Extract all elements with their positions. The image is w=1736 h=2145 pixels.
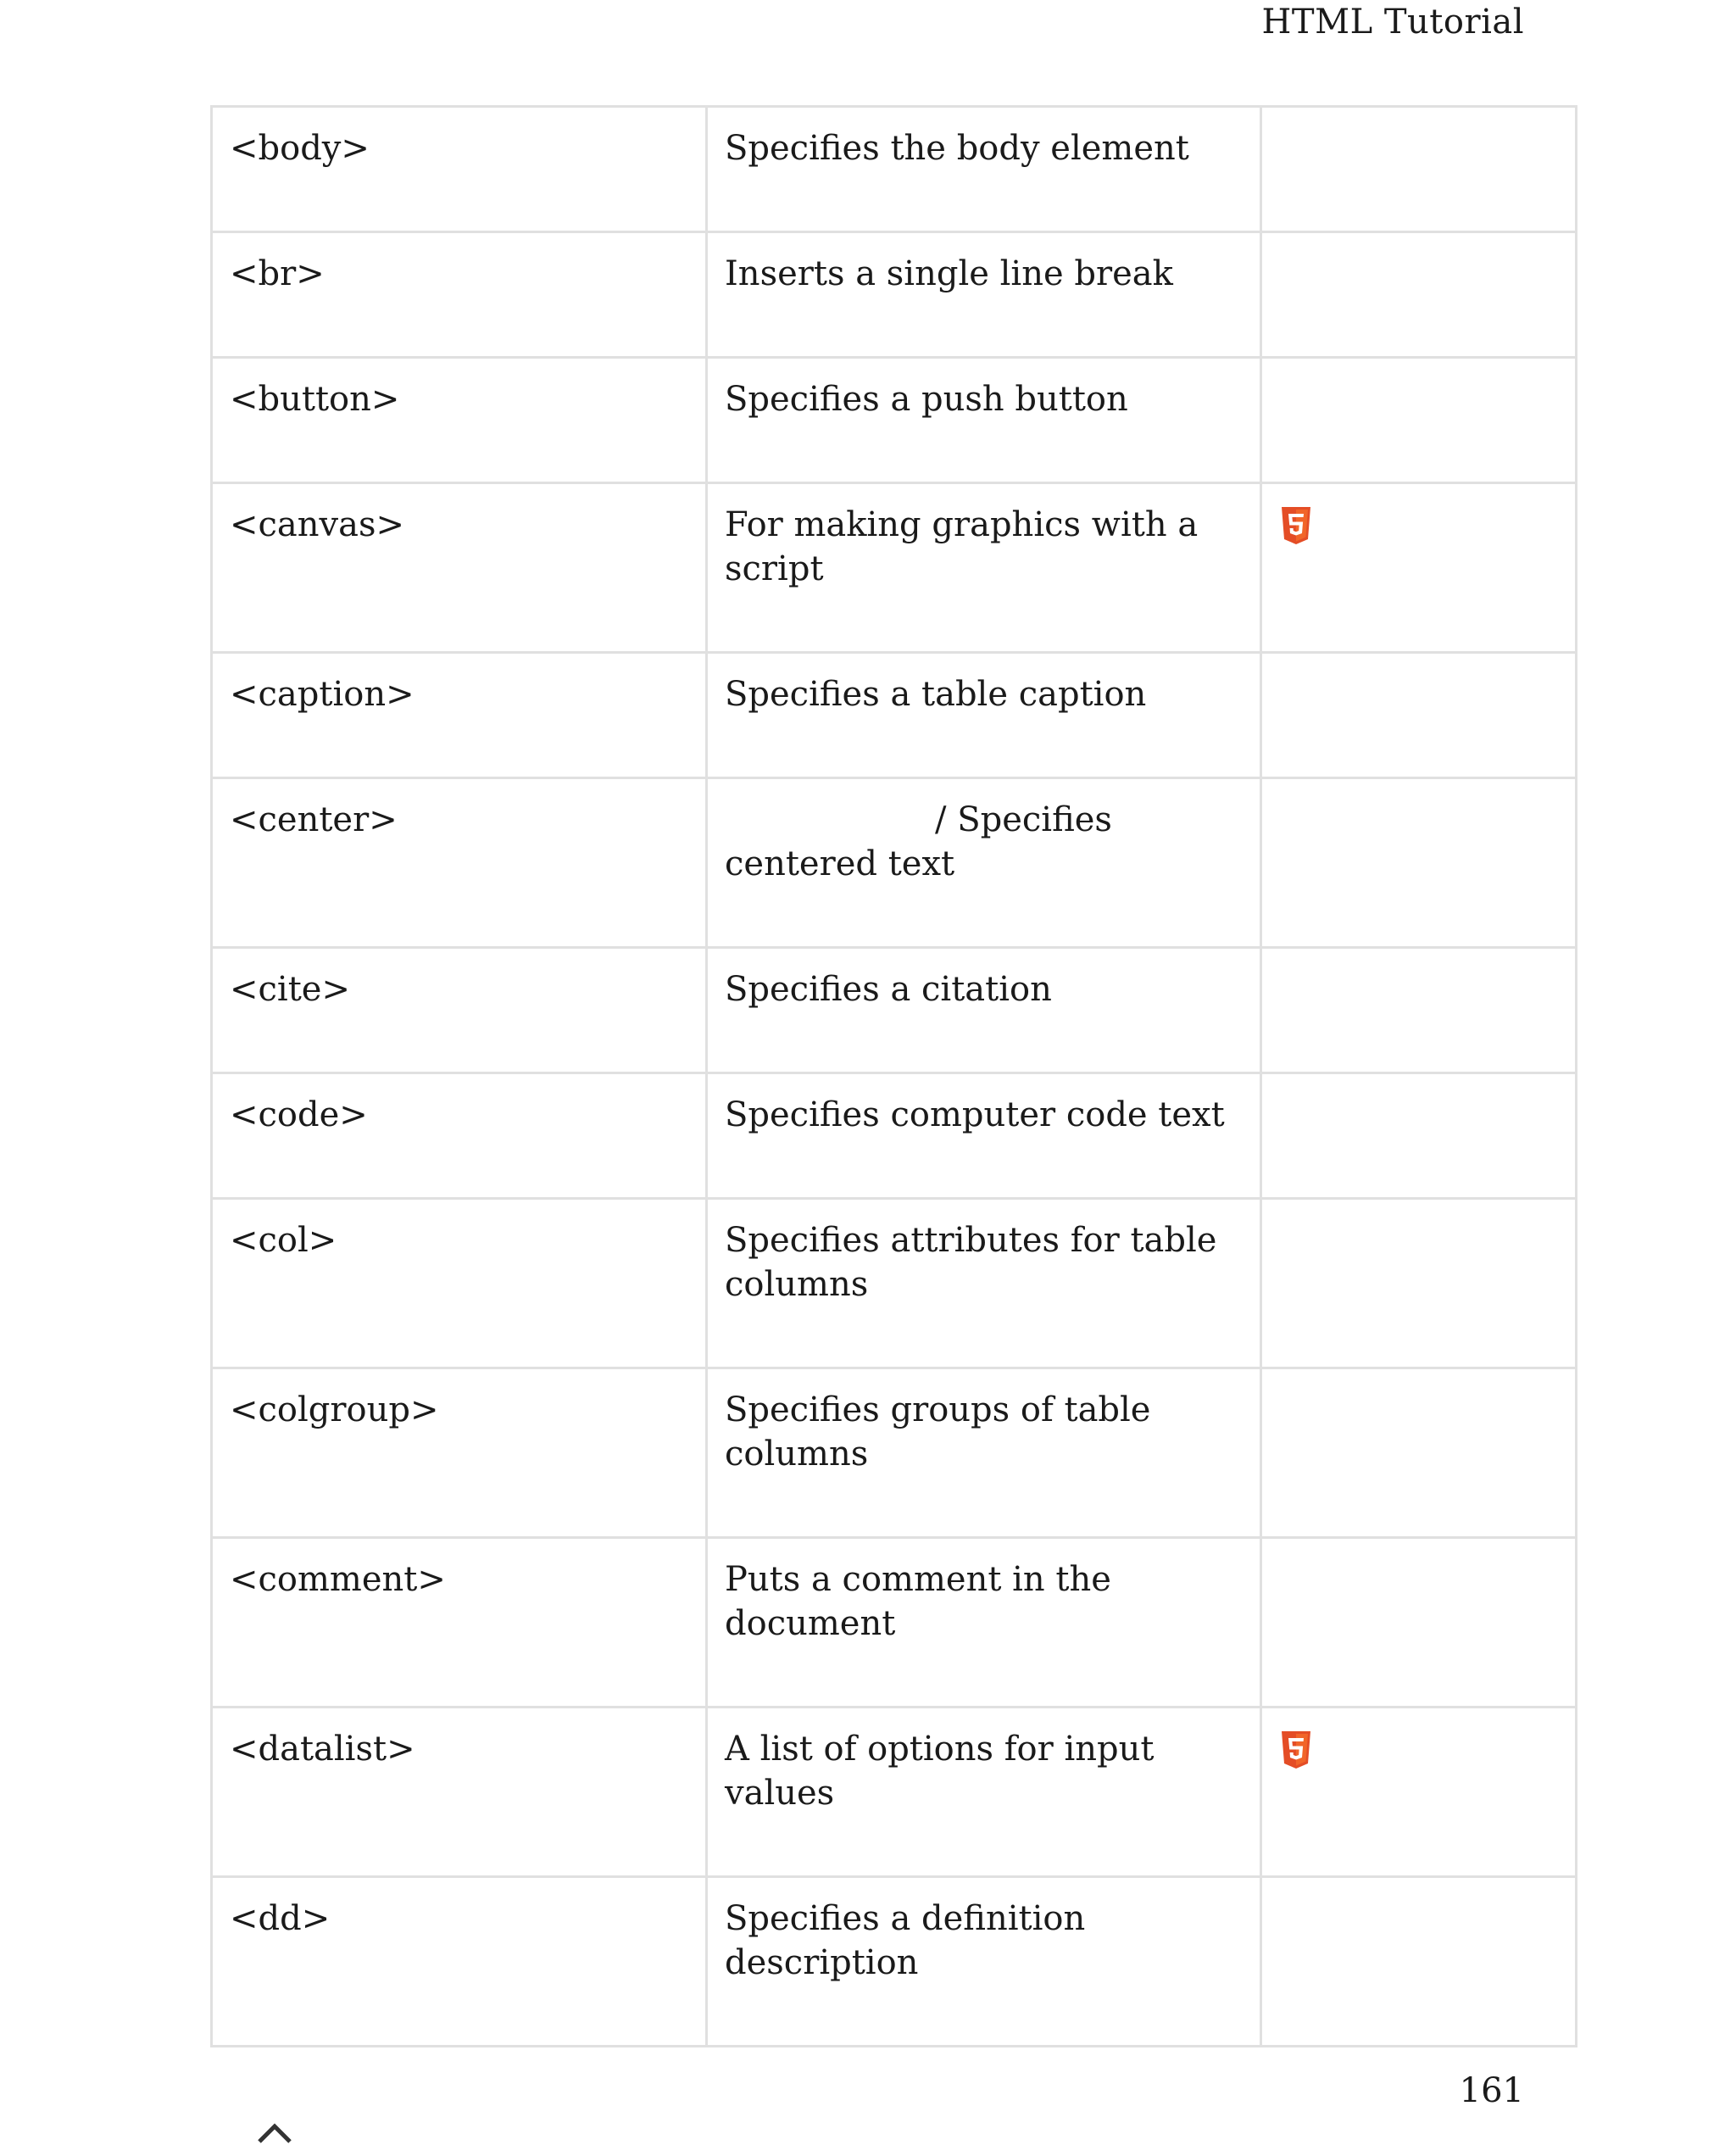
- description-cell: [707, 107, 1261, 232]
- description-text: For making graphics with a script: [725, 505, 1199, 588]
- description-cell: [707, 778, 1261, 948]
- description-text: Specifies the body element: [725, 129, 1189, 168]
- description-text: Specifies attributes for table columns: [725, 1221, 1217, 1304]
- description-text: A list of options for input values: [725, 1730, 1155, 1813]
- description-cell: [707, 1199, 1261, 1368]
- tag-cell: <body>: [212, 107, 707, 232]
- description-cell: [707, 1538, 1261, 1708]
- tag-cell: <dd>: [212, 1877, 707, 2047]
- description-cell: [707, 1073, 1261, 1199]
- html5-cell: [1261, 232, 1577, 358]
- table-row: [212, 107, 1577, 232]
- table-row: [212, 1538, 1577, 1708]
- table-row: [212, 1368, 1577, 1538]
- html-tags-table: [210, 105, 1577, 2048]
- tag-cell: <br>: [212, 232, 707, 358]
- description-cell: [707, 1708, 1261, 1877]
- tag-cell: <colgroup>: [212, 1368, 707, 1538]
- table-row: [212, 483, 1577, 653]
- table-row: [212, 1199, 1577, 1368]
- html5-icon: [1279, 1730, 1313, 1769]
- table-row: [212, 653, 1577, 778]
- description-cell: [707, 483, 1261, 653]
- html5-cell: [1261, 653, 1577, 778]
- html5-cell: [1261, 778, 1577, 948]
- tag-cell: <col>: [212, 1199, 707, 1368]
- page-number: 161: [1459, 2071, 1524, 2110]
- html5-icon: [1279, 506, 1313, 545]
- html5-cell: [1261, 1538, 1577, 1708]
- description-text: Puts a comment in the document: [725, 1560, 1111, 1643]
- tag-cell: <datalist>: [212, 1708, 707, 1877]
- tag-cell: <center>: [212, 778, 707, 948]
- description-text: Specifies a table caption: [725, 675, 1147, 714]
- html5-cell: [1261, 358, 1577, 483]
- tag-cell: <button>: [212, 358, 707, 483]
- html5-cell: [1261, 1877, 1577, 2047]
- table-row: [212, 1877, 1577, 2047]
- html5-cell: [1261, 948, 1577, 1073]
- description-text: Specifies groups of table columns: [725, 1390, 1151, 1474]
- table-row: [212, 358, 1577, 483]
- html5-cell: [1261, 1073, 1577, 1199]
- description-text: Specifies computer code text: [725, 1095, 1225, 1134]
- table-row: [212, 1708, 1577, 1877]
- table-row: [212, 948, 1577, 1073]
- tag-cell: <cite>: [212, 948, 707, 1073]
- table-row: [212, 232, 1577, 358]
- description-cell: [707, 358, 1261, 483]
- tag-cell: <comment>: [212, 1538, 707, 1708]
- table-row: [212, 778, 1577, 948]
- description-text: Specifies a definition description: [725, 1899, 1086, 1982]
- description-text: Specifies a citation: [725, 970, 1052, 1009]
- table-row: [212, 1073, 1577, 1199]
- tag-cell: <code>: [212, 1073, 707, 1199]
- description-text: Specifies a push button: [725, 380, 1128, 419]
- html5-cell: [1261, 107, 1577, 232]
- description-cell: [707, 1877, 1261, 2047]
- description-text: Inserts a single line break: [725, 254, 1173, 293]
- description-text: / Specifies centered text: [725, 800, 1112, 883]
- chevron-up-icon: [254, 2120, 295, 2145]
- description-cell: [707, 1368, 1261, 1538]
- description-cell: [707, 232, 1261, 358]
- html5-cell: [1261, 1199, 1577, 1368]
- html5-cell: [1261, 1708, 1577, 1877]
- html5-cell: [1261, 483, 1577, 653]
- html5-cell: [1261, 1368, 1577, 1538]
- tag-cell: <caption>: [212, 653, 707, 778]
- tag-cell: <canvas>: [212, 483, 707, 653]
- page-header-title: HTML Tutorial: [1261, 3, 1524, 42]
- description-cell: [707, 948, 1261, 1073]
- description-cell: [707, 653, 1261, 778]
